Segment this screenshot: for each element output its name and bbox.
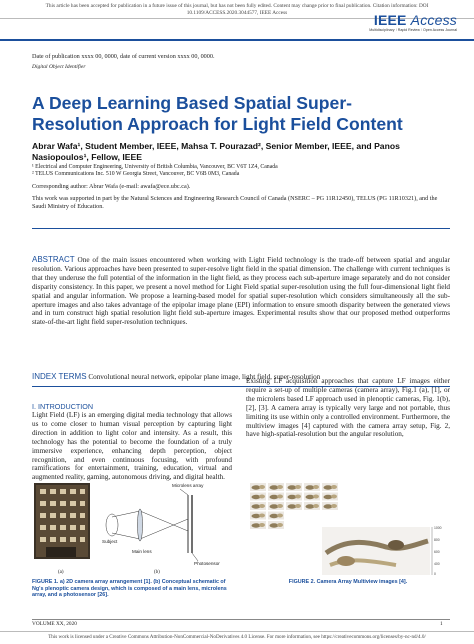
corresponding-author: Corresponding author: Abrar Wafa (e-mail: awafa@ece.ubc.ca). xyxy=(32,183,191,190)
multiview-grid xyxy=(250,483,338,529)
fig1-label-microlens: Microlens array xyxy=(172,483,204,488)
footer-divider xyxy=(32,619,450,620)
authors-line-2: Nasiopoulos¹, Fellow, IEEE xyxy=(32,152,142,162)
thumbnail-object xyxy=(259,485,265,489)
index-terms-label: INDEX TERMS xyxy=(32,372,87,381)
thumbnail-object xyxy=(295,495,301,499)
publication-date: Date of publication xxxx 00, 0000, date of current version xxxx 00, 0000. xyxy=(32,53,215,60)
fig1-label-main-lens: Main lens xyxy=(132,549,152,554)
thumbnail-object xyxy=(277,495,283,499)
bottom-divider xyxy=(0,631,474,632)
fig2-tick-3: 400 xyxy=(434,562,440,566)
plenoptic-schematic xyxy=(106,489,198,561)
intro-left-column: Light Field (LF) is an emerging digital media technology that allows us to come closer to human visual perception by capturing light direction in addition to light color and intensity. As a result, this technology has the potential to become the foundation of a truly immersive experience, enhancing depth perception, object recognition, and even continuous focusing, with profound ramifications for entertainment, training, education, virtual and augmented reality, gaming, autonomous driving, and digital health. xyxy=(32,411,232,482)
authors-line-1: Abrar Wafa¹, Student Member, IEEE, Mahsa T. Pourazad², Senior Member, IEEE, and Panos xyxy=(32,141,400,151)
section-heading-introduction: I. INTRODUCTION xyxy=(32,402,94,411)
thumbnail-object xyxy=(331,485,337,489)
thumbnail-object xyxy=(259,523,265,527)
thumbnail-object xyxy=(331,495,337,499)
logo-tagline: Multidisciplinary ⁝ Rapid Review ⁝ Open Access Journal xyxy=(369,28,457,32)
fig2-tick-1: 800 xyxy=(434,538,440,542)
doi-label: Digital Object Identifier xyxy=(32,64,86,70)
funding-note: This work was supported in part by the Natural Sciences and Engineering Research Council of Canada (NSERC – PG 11R12450), TELUS (PG 11R10321), and the Saudi Ministry of Education. xyxy=(32,195,438,210)
title-line-2: Resolution Approach for Light Field Content xyxy=(32,114,403,134)
thumbnail-object xyxy=(295,485,301,489)
thumbnail-object xyxy=(259,504,265,508)
logo-access: Access xyxy=(410,12,457,28)
fig1-label-a: (a) xyxy=(58,570,64,575)
figure-2 xyxy=(246,481,450,577)
camera-array-photo xyxy=(34,483,90,559)
abstract xyxy=(32,256,450,327)
figure-1 xyxy=(32,481,232,575)
logo-brand: IEEE xyxy=(373,12,407,28)
affiliation-1: ¹ Electrical and Computer Engineering, University of British Columbia, Vancouver, BC V6T 1Z4, Canada xyxy=(32,164,278,170)
author-list xyxy=(32,141,452,163)
thumbnail-object xyxy=(277,514,283,518)
figure-1-caption: FIGURE 1. a) 2D camera array arrangement [1]. (b) Conceptual schematic of Ng's plenoptic camera design, which is composed of a main lens, microlens array, and a photosensor [26]. xyxy=(32,579,227,599)
thumbnail-object xyxy=(277,523,283,527)
thumbnail-object xyxy=(277,485,283,489)
fig1-label-b: (b) xyxy=(154,570,160,575)
header-divider xyxy=(0,39,474,41)
fig1-label-subject: Subject xyxy=(102,539,118,544)
notice-line-1: This article has been accepted for publication in a future issue of this journal, but has not been fully edited. Content may change prior to final publication. Citation information: DOI xyxy=(45,3,429,9)
main-lens-shape xyxy=(138,509,143,541)
fig2-tick-2: 600 xyxy=(434,550,440,554)
subject-shape xyxy=(106,514,118,536)
thumbnail-object xyxy=(313,504,319,508)
abstract-text: One of the main issues encountered when working with Light Field technology is the trade-off between spatial and angular resolution. Various approaches have been presented to super-resolve light field in the spatial dimension. The challenge with current techniques is that they underuse the full potential of the information in the light field, as they process each sub-aperture image separately and do not consider disparity consistency. In this paper, we present a novel method for Light Field spatial super-resolution using the full four-dimensional light field spatial and angular information. We propose a learning-based model for spatial super-resolution which considers simultaneously all the sub-aperture images and also takes advantage of the epipolar image plane (EPI) information to ensure smooth disparity between the generated views and in turn construct high spatial resolution light field sub-aperture images. Experimental results show that our proposed method outperforms state-of-the-art light field super-resolution techniques. xyxy=(32,256,451,327)
abstract-divider xyxy=(32,228,450,229)
figure-2-caption: FIGURE 2. Camera Array Multiview images [4]. xyxy=(288,579,408,585)
page-number: 1 xyxy=(440,621,443,627)
fig2-tick-0: 1000 xyxy=(434,526,442,530)
license-notice: This work is licensed under a Creative Commons Attribution-NonCommercial-NoDerivatives 4.0 License. For more information, see https://creativecommons.org/licenses/by-nc-nd/4.0/ xyxy=(48,634,426,640)
fig1-label-photosensor: Photosensor xyxy=(194,561,220,566)
paper-title xyxy=(32,93,452,135)
thumbnail-object xyxy=(277,504,283,508)
thumbnail-object xyxy=(295,504,301,508)
notice-line-2: 10.1109/ACCESS.2020.3044577, IEEE Access xyxy=(186,10,288,16)
volume-label: VOLUME XX, 2020 xyxy=(32,621,77,627)
thumbnail-object xyxy=(259,514,265,518)
ieee-access-logo xyxy=(347,12,457,32)
enlarged-view xyxy=(322,527,430,575)
abstract-label: ABSTRACT xyxy=(32,255,75,264)
thumbnail-object xyxy=(313,485,319,489)
affiliation-2: ² TELUS Communications Inc. 510 W Georgia Street, Vancouver, BC V6B 0M3, Canada xyxy=(32,171,240,177)
fig2-tick-4: 0 xyxy=(434,572,436,576)
thumbnail-object xyxy=(313,495,319,499)
index-terms-text: Convolutional neural network, epipolar plane image, light field, super-resolution xyxy=(88,373,321,381)
thumbnail-object xyxy=(331,504,337,508)
title-line-1: A Deep Learning Based Spatial Super- xyxy=(32,93,353,113)
thumbnail-object xyxy=(259,495,265,499)
intro-right-column: Existing LF acquisition approaches that capture LF images either require a set-up of multiple cameras (camera array), Fig.1 (a), [1], or the microlens based LF approach used in plenoptic cameras, Fig. 1(b), [2], [3]. A camera array is typically very large and not portable, thus limiting its use within only a controlled environment. Furthermore, the multiview images [4] captured with the camera array setup, Fig. 2, have high-spatial-resolution but the angular resolution, xyxy=(246,377,450,439)
